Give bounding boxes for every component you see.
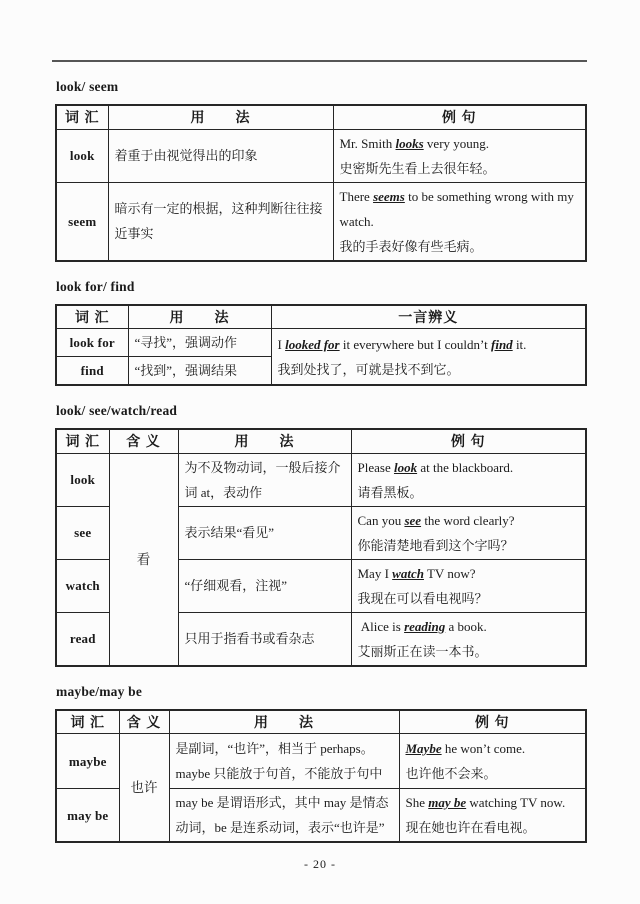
table-header-row [56, 305, 586, 329]
usage-cell: 表示结果“看见” [178, 506, 351, 559]
example-line-en: There seems to be something wrong with my watch. [339, 188, 574, 229]
example-line-en: Please look at the blackboard. [357, 459, 514, 475]
table-row [56, 329, 586, 357]
word-cell: may be [56, 789, 119, 843]
example-line-zh: 我现在可以看电视吗？ [357, 590, 488, 606]
section-heading-look-see-watch-read: look/ see/watch/read [56, 403, 178, 418]
table-header-row [56, 429, 586, 453]
table-header-row [56, 105, 586, 129]
example-line-zh: 我的手表好像有些毛病。 [339, 238, 483, 254]
vocab-table-look-see-watch-read [55, 428, 587, 667]
meaning-cell-merged: 也许 [119, 734, 169, 843]
word-cell: watch [56, 559, 109, 612]
column-header-word: 词 汇 [56, 710, 119, 734]
example-cell [333, 182, 586, 261]
table-row [56, 453, 586, 506]
example-line-zh: 也许他不会来。 [405, 766, 497, 781]
column-header-example: 例 句 [351, 429, 586, 453]
usage-cell: 是副词，“也许”，相当于 perhaps。maybe 只能放于句首，不能放于句中 [169, 734, 399, 789]
table-row [56, 734, 586, 789]
example-cell [351, 612, 586, 666]
example-line-zh: 现在她也许在看电视。 [405, 820, 536, 835]
column-header-example: 例 句 [333, 105, 586, 129]
header-rule [52, 60, 587, 62]
example-line-zh: 史密斯先生看上去很年轻。 [339, 160, 496, 176]
example-line-en: Alice is reading a book. [357, 618, 487, 634]
usage-cell: 只用于指看书或看杂志 [178, 612, 351, 666]
example-line-zh: 艾丽斯正在读一本书。 [357, 643, 488, 659]
example-line-zh: 请看黑板。 [357, 484, 423, 500]
example-line-en: Mr. Smith looks very young. [339, 135, 490, 151]
page-number: - 20 - [304, 857, 336, 871]
usage-cell: 为不及物动词，一般后接介词 at，表动作 [178, 453, 351, 506]
column-header-meaning: 含 义 [109, 429, 178, 453]
usage-cell: “仔细观看，注视” [178, 559, 351, 612]
usage-cell: “寻找”，强调动作 [128, 329, 271, 357]
column-header-meaning: 含 义 [119, 710, 169, 734]
meaning-cell-merged: 看 [109, 453, 178, 666]
vocab-table-look-seem [55, 104, 587, 262]
word-cell: find [56, 357, 128, 386]
word-cell: look [56, 453, 109, 506]
word-cell: look [56, 129, 108, 182]
example-line-en: May I watch TV now? [357, 565, 476, 581]
example-cell [399, 789, 586, 843]
usage-cell: 着重于由视觉得出的印象 [108, 129, 333, 182]
table-row [56, 182, 586, 261]
example-cell [399, 734, 586, 789]
word-cell: seem [56, 182, 108, 261]
column-header-word: 词 汇 [56, 429, 109, 453]
section-heading-maybe-maybe: maybe/may be [56, 683, 143, 699]
usage-cell: “找到”，强调结果 [128, 357, 271, 386]
example-line-en: I looked for it everywhere but I couldn’t find it. [277, 336, 527, 352]
example-cell [351, 559, 586, 612]
column-header-discrimination: 一言辨义 [271, 305, 586, 329]
example-cell [333, 129, 586, 182]
word-cell: read [56, 612, 109, 666]
table-header-row [56, 710, 586, 734]
example-cell [351, 453, 586, 506]
example-line-en: Can you see the word clearly? [357, 512, 515, 528]
table-row [56, 129, 586, 182]
column-header-usage: 用 法 [169, 710, 399, 734]
column-header-usage: 用 法 [128, 305, 271, 329]
vocab-table-maybe-maybe [55, 709, 587, 844]
column-header-usage: 用 法 [108, 105, 333, 129]
column-header-word: 词 汇 [56, 105, 108, 129]
vocab-table-lookfor-find [55, 304, 587, 387]
column-header-example: 例 句 [399, 710, 586, 734]
page-content [0, 60, 640, 872]
word-cell: maybe [56, 734, 119, 789]
example-line-en: She may be watching TV now. [405, 795, 566, 810]
example-line-en: Maybe he won’t come. [405, 741, 526, 756]
example-cell [351, 506, 586, 559]
column-header-usage: 用 法 [178, 429, 351, 453]
column-header-word: 词 汇 [56, 305, 128, 329]
example-line-zh: 我到处找了，可就是找不到它。 [277, 361, 460, 377]
word-cell: see [56, 506, 109, 559]
section-heading-look-seem: look/ seem [56, 79, 119, 94]
example-line-zh: 你能清楚地看到这个字吗？ [357, 537, 514, 553]
usage-cell: 暗示有一定的根据，这种判断往往接近事实 [108, 182, 333, 261]
usage-cell: may be 是谓语形式，其中 may 是情态动词，be 是连系动词，表示“也许是” [169, 789, 399, 843]
section-heading-lookfor-find: look for/ find [56, 278, 135, 294]
example-cell-merged [271, 329, 586, 386]
word-cell: look for [56, 329, 128, 357]
